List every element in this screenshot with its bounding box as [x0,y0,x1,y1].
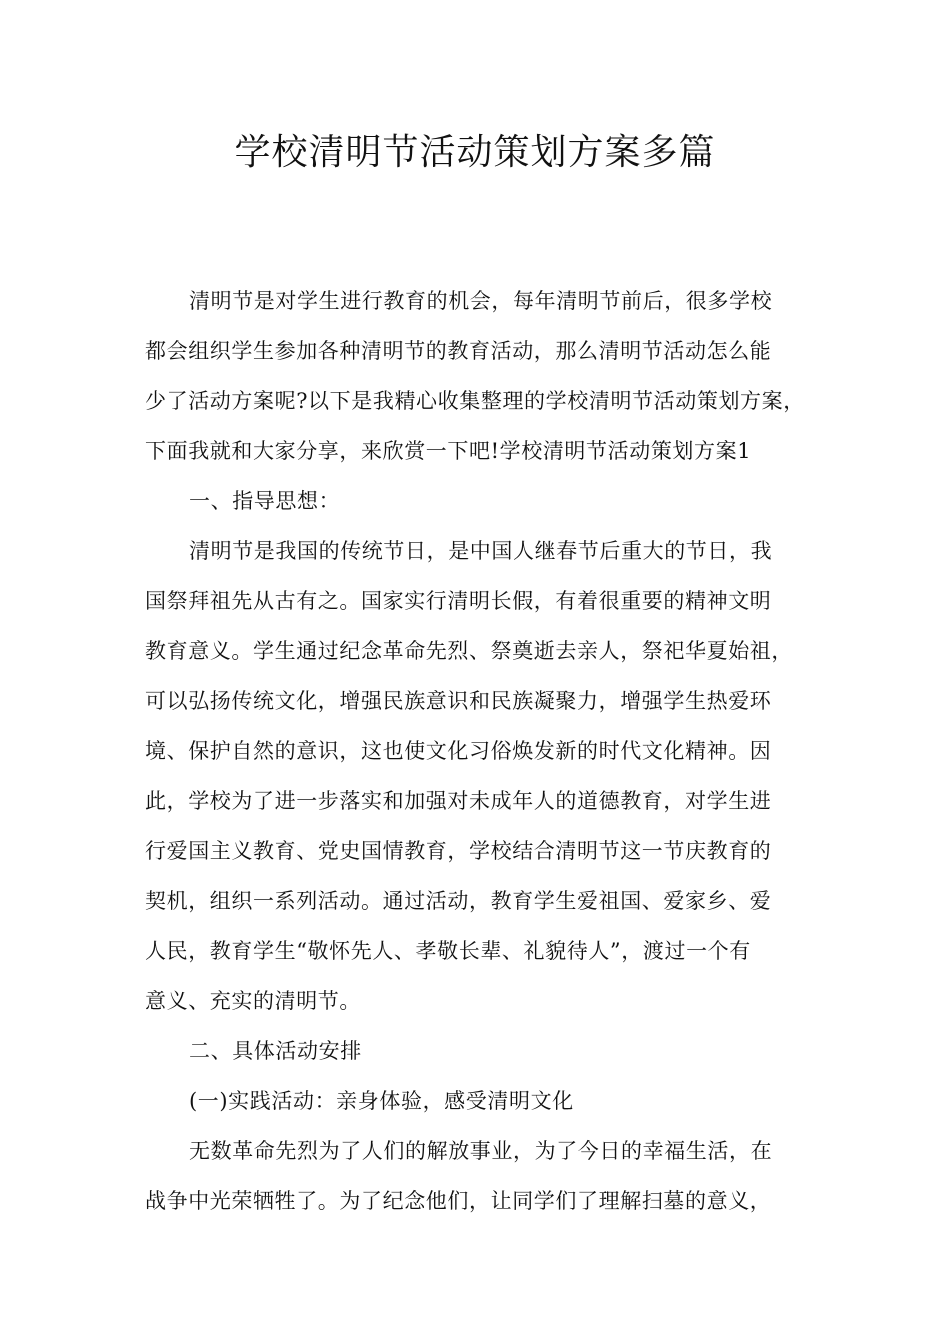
text-line: 境、保护自然的意识，这也使文化习俗焕发新的时代文化精神。因 [145,739,772,763]
section-heading: 二、具体活动安排 [189,1039,362,1063]
text-line: 意义、充实的清明节。 [145,989,361,1013]
text-line: 下面我就和大家分享，来欣赏一下吧!学校清明节活动策划方案1 [145,439,752,463]
text-line: 可以弘扬传统文化，增强民族意识和民族凝聚力，增强学生热爱环 [145,689,772,713]
text-line: 清明节是我国的传统节日，是中国人继春节后重大的节日，我 [189,539,773,563]
text-line: 契机，组织一系列活动。通过活动，教育学生爱祖国、爱家乡、爱 [145,889,772,913]
section-heading: 一、指导思想： [189,489,341,513]
text-line: 都会组织学生参加各种清明节的教育活动，那么清明节活动怎么能 [145,339,772,363]
document-body [145,276,810,1226]
text-line: 教育意义。学生通过纪念革命先烈、祭奠逝去亲人，祭祀华夏始祖， [145,639,793,663]
document-title: 学校清明节活动策划方案多篇 [234,132,716,173]
text-line: 战争中光荣牺牲了。为了纪念他们，让同学们了理解扫墓的意义， [145,1189,772,1213]
text-line: 此，学校为了进一步落实和加强对未成年人的道德教育，对学生进 [145,789,772,813]
text-line: 无数革命先烈为了人们的解放事业，为了今日的幸福生活，在 [189,1139,773,1163]
text-line: 少了活动方案呢?以下是我精心收集整理的学校清明节活动策划方案， [145,389,805,413]
text-line: 人民，教育学生“敬怀先人、孝敬长辈、礼貌待人”，渡过一个有 [145,939,751,963]
subsection-heading: (一)实践活动：亲身体验，感受清明文化 [189,1089,574,1113]
text-line: 行爱国主义教育、党史国情教育，学校结合清明节这一节庆教育的 [145,839,772,863]
text-line: 国祭拜祖先从古有之。国家实行清明长假，有着很重要的精神文明 [145,589,772,613]
text-line: 清明节是对学生进行教育的机会，每年清明节前后，很多学校 [189,289,773,313]
